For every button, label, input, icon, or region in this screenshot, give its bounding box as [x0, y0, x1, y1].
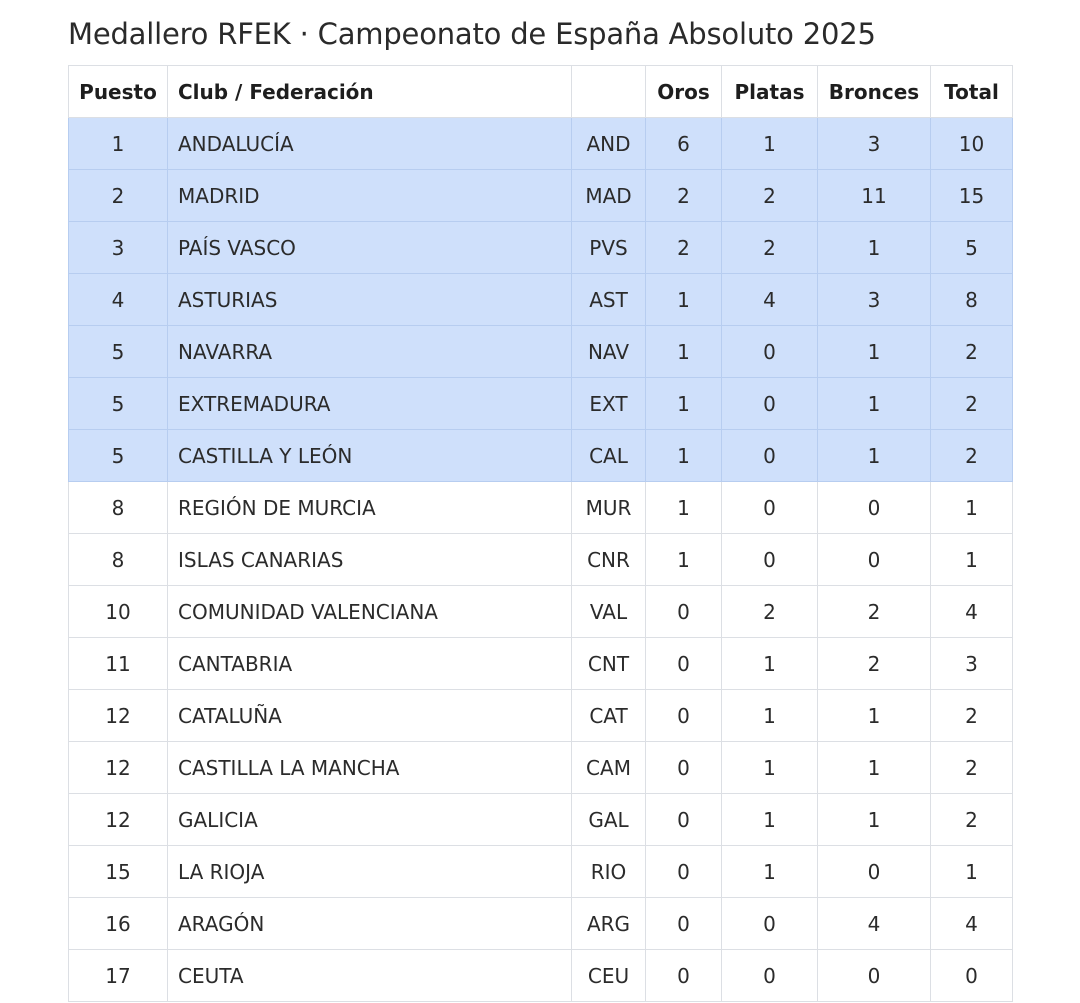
- cell-oros: 0: [646, 638, 722, 690]
- cell-puesto: 5: [69, 326, 168, 378]
- cell-total: 3: [931, 638, 1013, 690]
- table-row: [69, 898, 1013, 950]
- cell-platas: 0: [722, 482, 818, 534]
- table-row: [69, 378, 1013, 430]
- cell-code: RIO: [572, 846, 646, 898]
- cell-puesto: 10: [69, 586, 168, 638]
- cell-bronces: 1: [818, 326, 931, 378]
- cell-oros: 0: [646, 742, 722, 794]
- header-code: [572, 66, 646, 118]
- cell-code: CAL: [572, 430, 646, 482]
- cell-code: PVS: [572, 222, 646, 274]
- cell-bronces: 0: [818, 950, 931, 1002]
- cell-puesto: 1: [69, 118, 168, 170]
- cell-platas: 0: [722, 378, 818, 430]
- cell-total: 8: [931, 274, 1013, 326]
- table-row: [69, 222, 1013, 274]
- cell-bronces: 11: [818, 170, 931, 222]
- cell-code: CAT: [572, 690, 646, 742]
- page-title: Medallero RFEK · Campeonato de España Absoluto 2025: [68, 17, 876, 51]
- cell-oros: 0: [646, 794, 722, 846]
- cell-platas: 1: [722, 846, 818, 898]
- header-bronces: Bronces: [818, 66, 931, 118]
- cell-platas: 1: [722, 690, 818, 742]
- cell-platas: 2: [722, 586, 818, 638]
- cell-puesto: 8: [69, 482, 168, 534]
- cell-club: COMUNIDAD VALENCIANA: [168, 586, 572, 638]
- cell-bronces: 1: [818, 222, 931, 274]
- cell-code: CNT: [572, 638, 646, 690]
- cell-total: 2: [931, 430, 1013, 482]
- table-row: [69, 794, 1013, 846]
- cell-total: 4: [931, 586, 1013, 638]
- cell-code: AST: [572, 274, 646, 326]
- cell-bronces: 1: [818, 794, 931, 846]
- cell-total: 10: [931, 118, 1013, 170]
- cell-club: MADRID: [168, 170, 572, 222]
- cell-total: 5: [931, 222, 1013, 274]
- cell-total: 2: [931, 794, 1013, 846]
- cell-code: EXT: [572, 378, 646, 430]
- cell-club: NAVARRA: [168, 326, 572, 378]
- table-row: [69, 534, 1013, 586]
- cell-total: 1: [931, 846, 1013, 898]
- cell-platas: 1: [722, 638, 818, 690]
- table-row: [69, 638, 1013, 690]
- cell-club: EXTREMADURA: [168, 378, 572, 430]
- cell-puesto: 12: [69, 742, 168, 794]
- cell-platas: 0: [722, 430, 818, 482]
- cell-platas: 2: [722, 222, 818, 274]
- table-row: [69, 274, 1013, 326]
- cell-total: 2: [931, 326, 1013, 378]
- cell-total: 4: [931, 898, 1013, 950]
- table-row: [69, 118, 1013, 170]
- cell-club: REGIÓN DE MURCIA: [168, 482, 572, 534]
- cell-oros: 1: [646, 430, 722, 482]
- cell-code: NAV: [572, 326, 646, 378]
- table-row: [69, 326, 1013, 378]
- cell-club: CANTABRIA: [168, 638, 572, 690]
- cell-oros: 2: [646, 222, 722, 274]
- table-row: [69, 846, 1013, 898]
- cell-oros: 2: [646, 170, 722, 222]
- cell-bronces: 3: [818, 118, 931, 170]
- cell-puesto: 17: [69, 950, 168, 1002]
- cell-total: 2: [931, 690, 1013, 742]
- header-puesto: Puesto: [69, 66, 168, 118]
- cell-platas: 1: [722, 742, 818, 794]
- cell-code: GAL: [572, 794, 646, 846]
- cell-bronces: 2: [818, 586, 931, 638]
- cell-puesto: 15: [69, 846, 168, 898]
- cell-club: ARAGÓN: [168, 898, 572, 950]
- cell-code: CNR: [572, 534, 646, 586]
- cell-club: ANDALUCÍA: [168, 118, 572, 170]
- cell-platas: 4: [722, 274, 818, 326]
- cell-code: MUR: [572, 482, 646, 534]
- cell-bronces: 0: [818, 846, 931, 898]
- cell-bronces: 3: [818, 274, 931, 326]
- cell-club: GALICIA: [168, 794, 572, 846]
- medal-table: [68, 65, 1013, 1002]
- cell-total: 0: [931, 950, 1013, 1002]
- cell-puesto: 5: [69, 378, 168, 430]
- cell-bronces: 1: [818, 690, 931, 742]
- cell-bronces: 2: [818, 638, 931, 690]
- table-header-row: [69, 66, 1013, 118]
- cell-total: 2: [931, 378, 1013, 430]
- cell-platas: 0: [722, 898, 818, 950]
- cell-club: ASTURIAS: [168, 274, 572, 326]
- cell-bronces: 0: [818, 534, 931, 586]
- cell-club: PAÍS VASCO: [168, 222, 572, 274]
- cell-oros: 0: [646, 846, 722, 898]
- cell-platas: 0: [722, 326, 818, 378]
- cell-platas: 0: [722, 950, 818, 1002]
- cell-code: CEU: [572, 950, 646, 1002]
- cell-code: VAL: [572, 586, 646, 638]
- cell-oros: 6: [646, 118, 722, 170]
- cell-club: CASTILLA Y LEÓN: [168, 430, 572, 482]
- cell-puesto: 11: [69, 638, 168, 690]
- cell-club: ISLAS CANARIAS: [168, 534, 572, 586]
- cell-bronces: 4: [818, 898, 931, 950]
- cell-puesto: 4: [69, 274, 168, 326]
- cell-total: 1: [931, 482, 1013, 534]
- table-row: [69, 482, 1013, 534]
- cell-bronces: 1: [818, 430, 931, 482]
- cell-oros: 1: [646, 482, 722, 534]
- cell-bronces: 1: [818, 378, 931, 430]
- cell-code: MAD: [572, 170, 646, 222]
- cell-club: CATALUÑA: [168, 690, 572, 742]
- table-row: [69, 690, 1013, 742]
- table-body: [69, 118, 1013, 1002]
- cell-puesto: 5: [69, 430, 168, 482]
- cell-club: CASTILLA LA MANCHA: [168, 742, 572, 794]
- cell-oros: 1: [646, 534, 722, 586]
- cell-club: CEUTA: [168, 950, 572, 1002]
- table-row: [69, 950, 1013, 1002]
- cell-code: CAM: [572, 742, 646, 794]
- header-platas: Platas: [722, 66, 818, 118]
- cell-puesto: 3: [69, 222, 168, 274]
- cell-club: LA RIOJA: [168, 846, 572, 898]
- table-row: [69, 170, 1013, 222]
- cell-bronces: 0: [818, 482, 931, 534]
- cell-platas: 1: [722, 794, 818, 846]
- cell-oros: 1: [646, 326, 722, 378]
- cell-oros: 1: [646, 274, 722, 326]
- cell-total: 2: [931, 742, 1013, 794]
- cell-bronces: 1: [818, 742, 931, 794]
- table-row: [69, 430, 1013, 482]
- header-club: Club / Federación: [168, 66, 572, 118]
- cell-puesto: 16: [69, 898, 168, 950]
- cell-platas: 2: [722, 170, 818, 222]
- cell-total: 1: [931, 534, 1013, 586]
- cell-oros: 0: [646, 586, 722, 638]
- cell-oros: 0: [646, 950, 722, 1002]
- cell-code: AND: [572, 118, 646, 170]
- cell-code: ARG: [572, 898, 646, 950]
- cell-oros: 0: [646, 898, 722, 950]
- cell-puesto: 8: [69, 534, 168, 586]
- cell-oros: 1: [646, 378, 722, 430]
- cell-puesto: 2: [69, 170, 168, 222]
- cell-platas: 0: [722, 534, 818, 586]
- header-total: Total: [931, 66, 1013, 118]
- table-row: [69, 586, 1013, 638]
- table-row: [69, 742, 1013, 794]
- cell-platas: 1: [722, 118, 818, 170]
- header-oros: Oros: [646, 66, 722, 118]
- cell-oros: 0: [646, 690, 722, 742]
- cell-puesto: 12: [69, 794, 168, 846]
- cell-puesto: 12: [69, 690, 168, 742]
- cell-total: 15: [931, 170, 1013, 222]
